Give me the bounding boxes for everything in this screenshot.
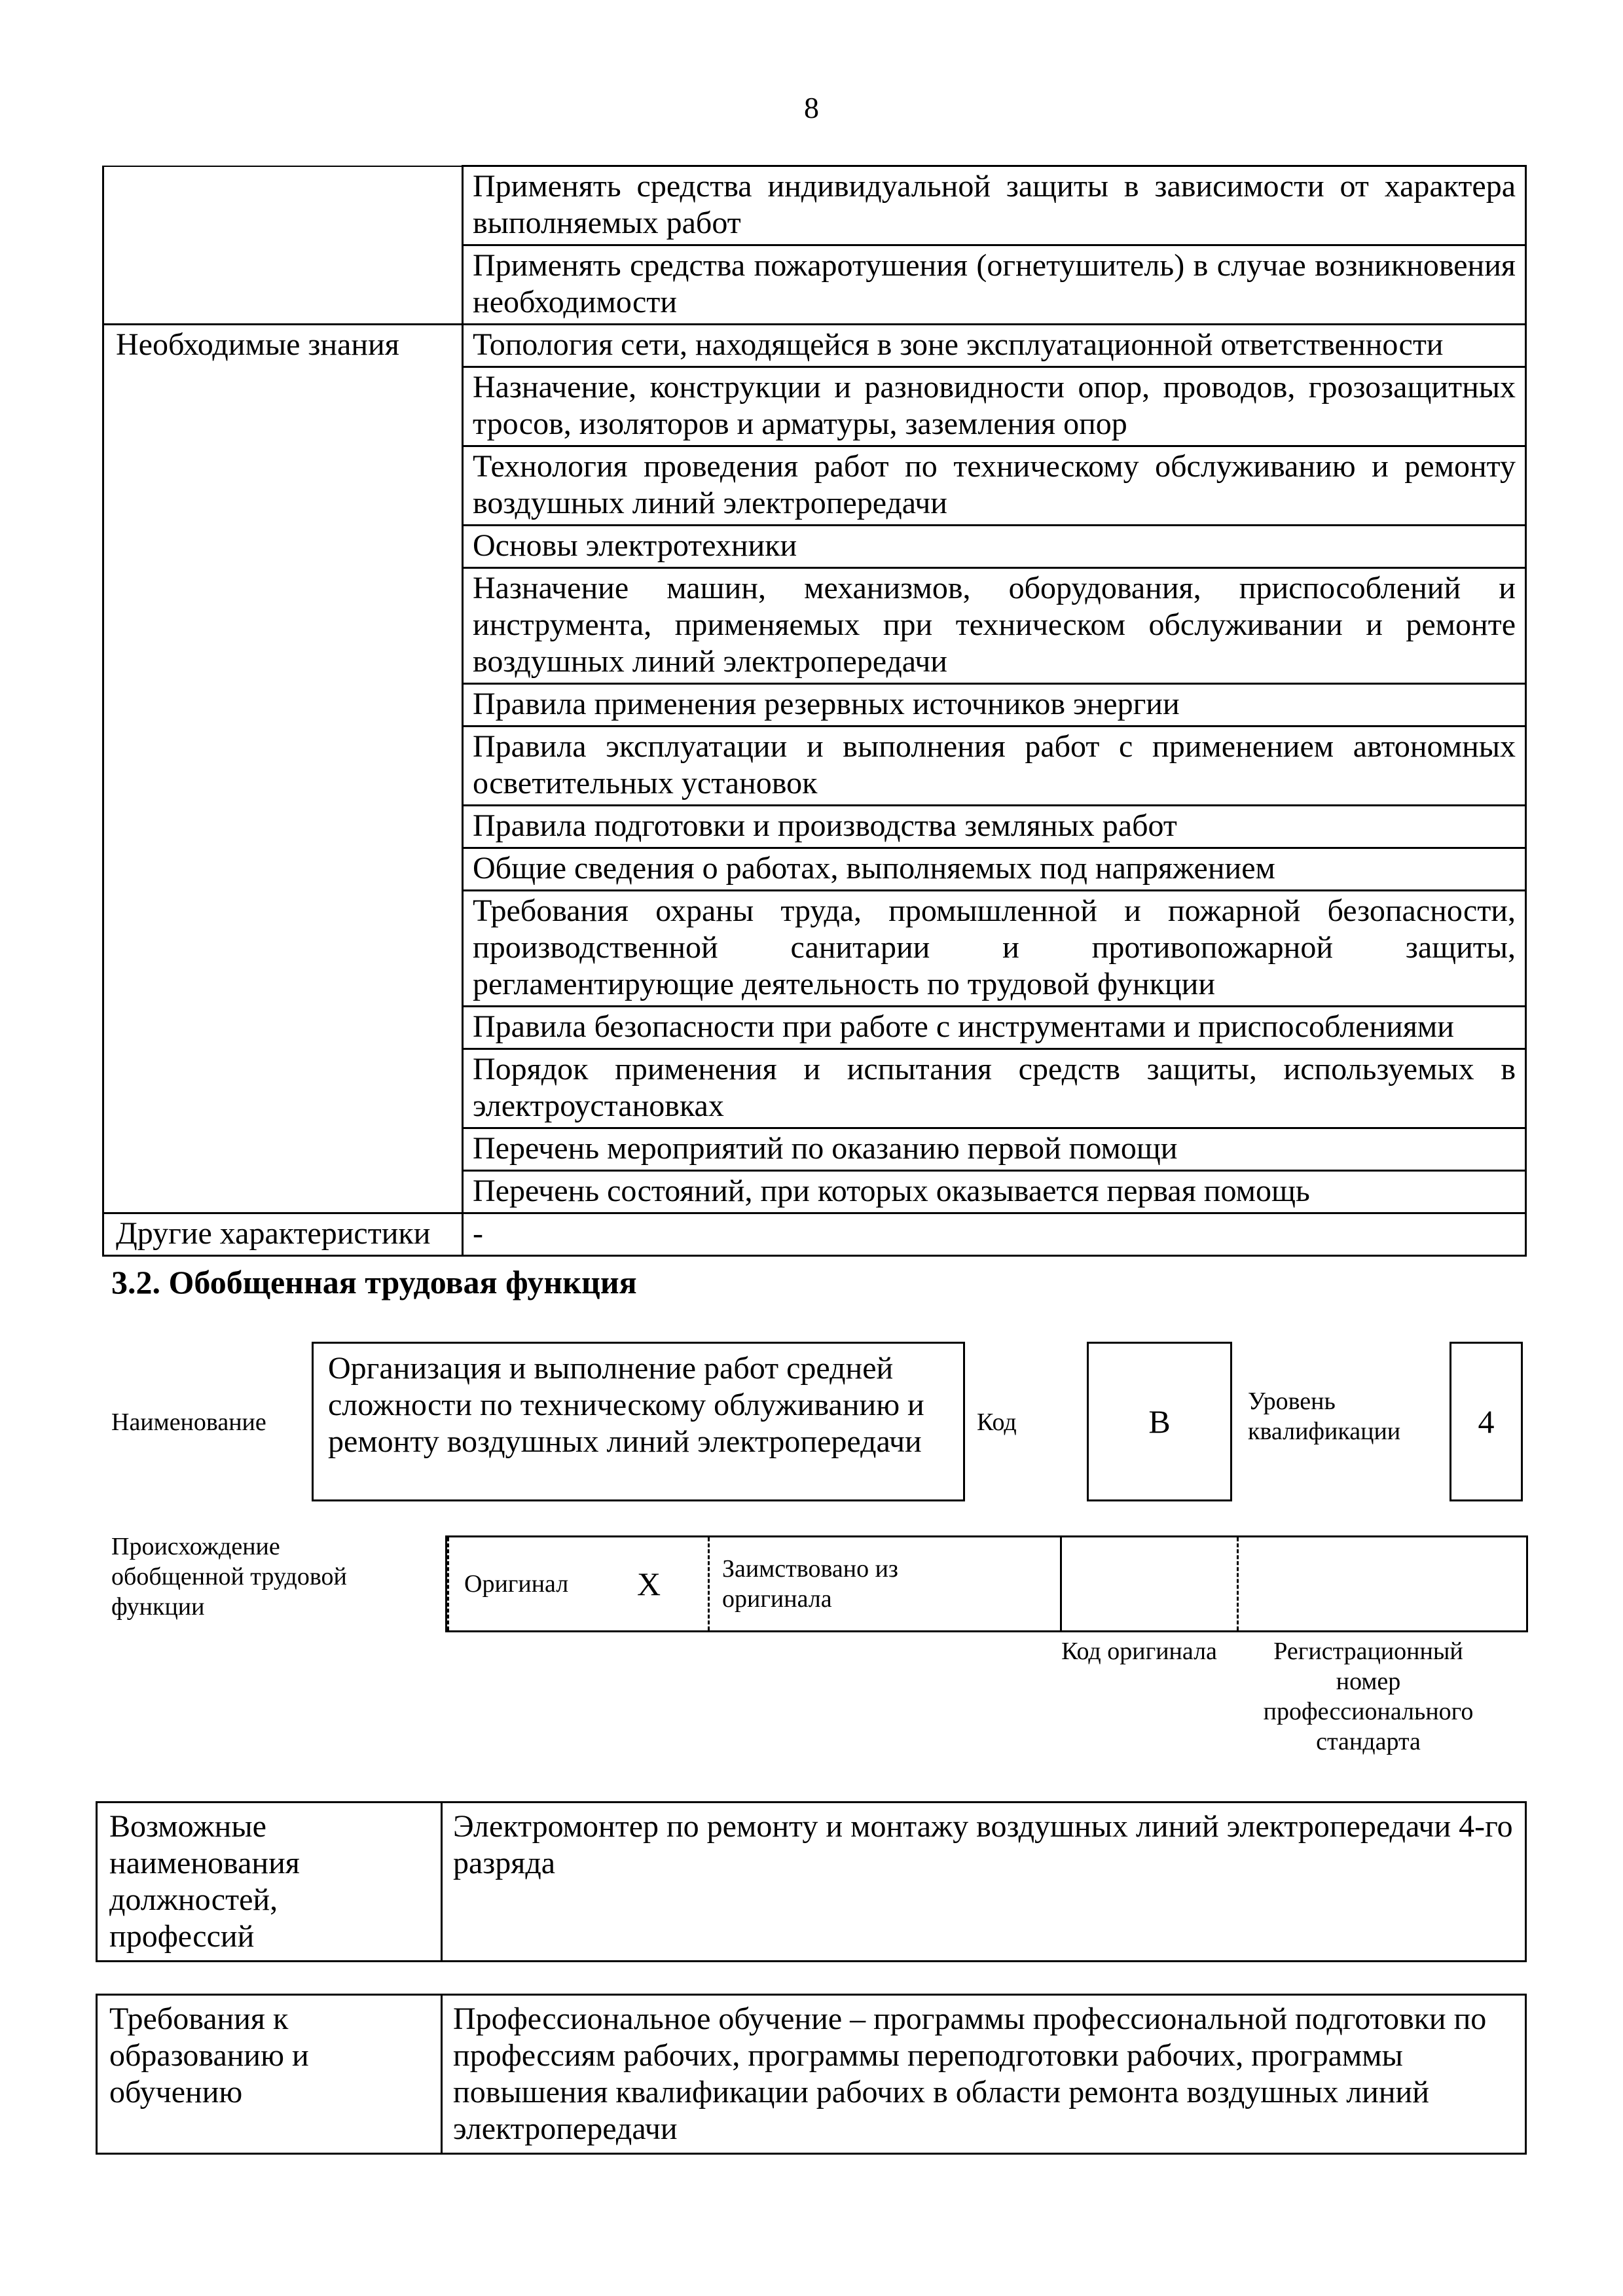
code-value: B (1148, 1403, 1171, 1440)
divider (1237, 1537, 1239, 1630)
knowledge-cell: Топология сети, находящейся в зоне эксплуатационной ответственности (463, 325, 1526, 367)
skill-cell: Применять средства индивидуальной защиты в зависимости от характера выполняемых работ (463, 166, 1526, 245)
code-value-box (1087, 1342, 1232, 1501)
knowledge-cell: Требования охраны труда, промышленной и пожарной безопасности, производственной санитарии и противопожарной защиты, регламентирующие деятельность по трудовой функции (463, 891, 1526, 1007)
level-label: Уровень квалификации (1248, 1388, 1401, 1445)
knowledge-cell: Основы электротехники (463, 526, 1526, 568)
divider (1060, 1537, 1062, 1630)
knowledge-table (102, 165, 1527, 1257)
knowledge-cell: Назначение машин, механизмов, оборудования, приспособлений и инструмента, применяемых при техническом обслуживании и ремонте воздушных линий электропередачи (463, 568, 1526, 684)
other-label: Другие характеристики (103, 1213, 463, 1256)
page-number: 8 (804, 91, 819, 124)
knowledge-cell: Правила безопасности при работе с инструментами и приспособлениями (463, 1007, 1526, 1049)
table-row (103, 325, 1526, 367)
knowledge-cell: Перечень состояний, при которых оказывается первая помощь (463, 1171, 1526, 1213)
table-row (103, 1213, 1526, 1256)
divider (447, 1537, 449, 1630)
original-mark: X (637, 1566, 661, 1602)
divider (708, 1537, 710, 1630)
origin-box (445, 1535, 1528, 1632)
table-row (103, 166, 1526, 245)
education-value: Профессиональное обучение – программы профессиональной подготовки по профессиям рабочих, программы переподготовки рабочих, программы повышения квалификации рабочих в области ремонта воздушных линий электропередачи (442, 1995, 1526, 2154)
knowledge-cell: Правила применения резервных источников энергии (463, 684, 1526, 726)
name-value-box (312, 1342, 965, 1501)
knowledge-cell: Правила подготовки и производства земляных работ (463, 806, 1526, 848)
name-label: Наименование (111, 1408, 266, 1436)
table-row (97, 1995, 1526, 2154)
positions-table (96, 1801, 1527, 1962)
other-value: - (463, 1213, 1526, 1256)
section-title: 3.2. Обобщенная трудовая функция (111, 1264, 637, 1300)
origin-label: Происхождение обобщенной трудовой функции (111, 1533, 347, 1621)
original-label: Оригинал (464, 1570, 569, 1598)
empty-label-cell (103, 166, 463, 325)
table-row (97, 1803, 1526, 1962)
code-label: Код (977, 1408, 1017, 1436)
level-value: 4 (1478, 1403, 1495, 1440)
level-value-box (1450, 1342, 1523, 1501)
knowledge-cell: Перечень мероприятий по оказанию первой помощи (463, 1128, 1526, 1171)
education-label: Требования к образованию и обучению (97, 1995, 442, 2154)
skill-cell: Применять средства пожаротушения (огнетушитель) в случае возникновения необходимости (463, 245, 1526, 325)
knowledge-cell: Правила эксплуатации и выполнения работ с применением автономных осветительных установок (463, 726, 1526, 806)
education-table (96, 1994, 1527, 2155)
knowledge-cell: Технология проведения работ по техническому обслуживанию и ремонту воздушных линий электропередачи (463, 446, 1526, 526)
knowledge-label: Необходимые знания (103, 325, 463, 1213)
knowledge-cell: Порядок применения и испытания средств защиты, используемых в электроустановках (463, 1049, 1526, 1128)
knowledge-cell: Назначение, конструкции и разновидности опор, проводов, грозозащитных тросов, изоляторов и арматуры, заземления опор (463, 367, 1526, 446)
code-original-caption: Код оригинала (1061, 1638, 1217, 1665)
positions-label: Возможные наименования должностей, профессий (97, 1803, 442, 1962)
borrowed-label: Заимствовано из оригинала (722, 1555, 898, 1613)
knowledge-cell: Общие сведения о работах, выполняемых под напряжением (463, 848, 1526, 891)
name-value: Организация и выполнение работ средней сложности по техническому облуживанию и ремонту воздушных линий электропередачи (328, 1351, 924, 1459)
registration-number-caption: Регистрационный номер профессионального стандарта (1263, 1638, 1474, 1755)
positions-value: Электромонтер по ремонту и монтажу воздушных линий электропередачи 4-го разряда (442, 1803, 1526, 1962)
